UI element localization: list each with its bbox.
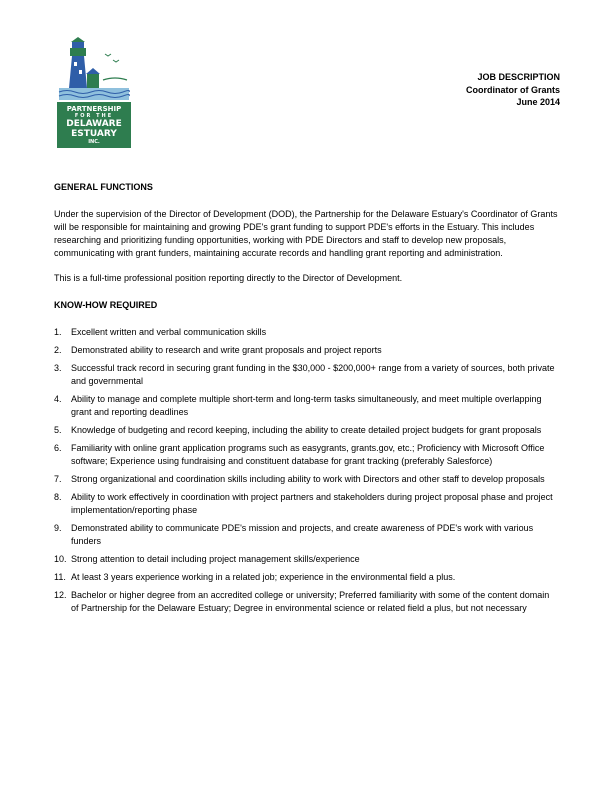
list-item-number: 6. — [54, 443, 62, 453]
job-title: Coordinator of Grants — [466, 84, 560, 95]
logo-line-4: ESTUARY — [71, 129, 117, 139]
doc-date: June 2014 — [516, 97, 560, 107]
list-item-text: Successful track record in securing grant funding in the $30,000 - $200,000+ range from a variety of sources, both private and governmental — [71, 363, 555, 386]
list-item — [54, 589, 559, 615]
list-item-number: 12. — [54, 590, 67, 600]
list-item-number: 1. — [54, 327, 62, 337]
list-item — [54, 442, 559, 468]
list-item-number: 4. — [54, 394, 62, 404]
list-item-text: Demonstrated ability to research and write grant proposals and project reports — [71, 345, 382, 355]
list-item — [54, 571, 559, 584]
list-item — [54, 491, 559, 517]
list-item — [54, 522, 559, 548]
logo-line-1: PARTNERSHIP — [66, 105, 122, 113]
list-item — [54, 553, 559, 566]
list-item — [54, 424, 559, 437]
document-body — [54, 181, 559, 620]
list-item-number: 3. — [54, 363, 62, 373]
list-item — [54, 326, 559, 339]
list-item-text: Ability to work effectively in coordination with project partners and stakeholders during project proposal phase and project implementation/reporting phase — [71, 492, 553, 515]
pde-logo — [57, 36, 131, 148]
list-item — [54, 344, 559, 357]
list-item — [54, 473, 559, 486]
list-item-text: Demonstrated ability to communicate PDE's mission and projects, and create awareness of PDE's work with various funders — [71, 523, 534, 546]
list-item-text: At least 3 years experience working in a related job; experience in the environmental field a plus. — [71, 572, 456, 582]
know-how-list — [54, 326, 559, 615]
doc-type: JOB DESCRIPTION — [477, 72, 560, 82]
list-item-text: Strong attention to detail including project management skills/experience — [71, 554, 360, 564]
list-item-text: Knowledge of budgeting and record keeping, including the ability to create detailed project budgets for grant proposals — [71, 425, 542, 435]
list-item-number: 11. — [54, 572, 66, 582]
list-item-text: Familiarity with online grant application programs such as easygrants, grants.gov, etc.; Proficiency with Microsoft Office software; Experience using fundraising and constituent database for grant tracking (preferably Salesforce) — [71, 443, 545, 466]
know-how-heading: KNOW-HOW REQUIRED — [54, 300, 158, 310]
list-item — [54, 393, 559, 419]
list-item-number: 8. — [54, 492, 62, 502]
list-item — [54, 362, 559, 388]
logo-line-5: INC. — [88, 139, 100, 145]
list-item-number: 5. — [54, 425, 62, 435]
list-item-number: 9. — [54, 523, 62, 533]
list-item-number: 7. — [54, 474, 62, 484]
general-functions-heading: GENERAL FUNCTIONS — [54, 182, 153, 192]
list-item-text: Ability to manage and complete multiple short-term and long-term tasks simultaneously, and meet multiple overlapping grant and reporting deadlines — [71, 394, 542, 417]
document-header — [466, 71, 560, 109]
logo-line-3: DELAWARE — [66, 119, 122, 129]
list-item-text: Bachelor or higher degree from an accredited college or university; Preferred familiarity with some of the content domain of Partnership for the Delaware Estuary; Degree in environmental science or related field a plus, but not necessary — [71, 590, 550, 613]
list-item-text: Excellent written and verbal communication skills — [71, 327, 267, 337]
reporting-paragraph: This is a full-time professional position reporting directly to the Director of Development. — [54, 273, 403, 283]
list-item-text: Strong organizational and coordination skills including ability to work with Directors and other staff to develop proposals — [71, 474, 545, 484]
logo-text — [57, 102, 131, 148]
general-functions-paragraph: Under the supervision of the Director of Development (DOD), the Partnership for the Delaware Estuary's Coordinator of Grants will be responsible for maintaining and growing PDE's grant funding to support PDE's efforts in the Estuary. This includes researching and prioritizing funding opportunities, working with PDE Directors and staff to develop new proposals, communicating with grant funders, maintaining accurate records and handling grant reporting and administration. — [54, 209, 558, 258]
logo-line-2: FOR THE — [74, 113, 114, 119]
list-item-number: 2. — [54, 345, 62, 355]
list-item-number: 10. — [54, 554, 67, 564]
